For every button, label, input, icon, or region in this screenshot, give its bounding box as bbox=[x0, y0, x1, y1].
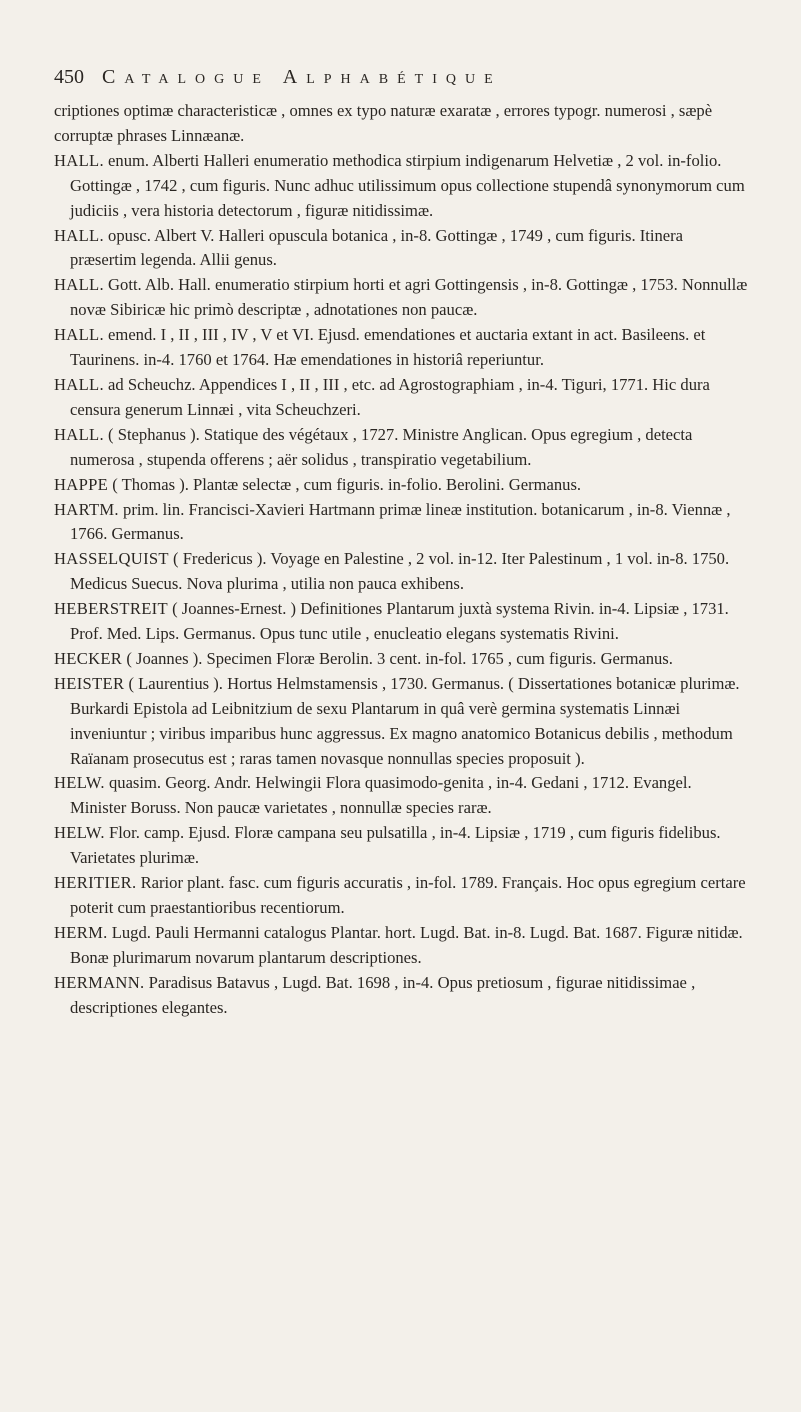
catalogue-entry bbox=[54, 647, 751, 672]
catalogue-entries bbox=[54, 99, 751, 1021]
entry-key: HEBERSTREIT bbox=[54, 599, 168, 619]
catalogue-entry bbox=[54, 224, 751, 274]
catalogue-entry bbox=[54, 423, 751, 473]
entry-key: HECKER bbox=[54, 648, 123, 668]
entry-text: quasim. Georg. Andr. Helwingii Flora quasimodo-genita , in-4. Gedani , 1712. Evangel. Minister Boruss. Non paucæ varietates , nonnullæ species raræ. bbox=[70, 773, 692, 818]
catalogue-entry bbox=[54, 498, 751, 548]
entry-key: HERITIER. bbox=[54, 873, 137, 893]
entry-key: HALL. bbox=[54, 424, 104, 444]
entry-key: HARTM. bbox=[54, 499, 119, 519]
entry-text: emend. I , II , III , IV , V et VI. Ejusd. emendationes et auctaria extant in act. Basileens. et Taurinens. in-4. 1760 et 1764. Hæ emendationes in historiâ reperiuntur. bbox=[70, 325, 706, 370]
entry-key: HASSELQUIST bbox=[54, 549, 169, 569]
catalogue-entry bbox=[54, 771, 751, 821]
entry-text: criptiones optimæ characteristicæ , omnes ex typo naturæ exaratæ , errores typogr. numerosi , sæpè corruptæ phrases Linnæanæ. bbox=[54, 101, 713, 145]
catalogue-entry bbox=[54, 672, 751, 772]
entry-key: HELW. bbox=[54, 773, 105, 793]
entry-text: Flor. camp. Ejusd. Floræ campana seu pulsatilla , in-4. Lipsiæ , 1719 , cum figuris fidelibus. Varietates plurimæ. bbox=[70, 823, 721, 868]
entry-key: HERM. bbox=[54, 922, 108, 942]
catalogue-entry bbox=[54, 273, 751, 323]
entry-text: prim. lin. Francisci-Xavieri Hartmann primæ lineæ institution. botanicarum , in-8. Viennæ , 1766. Germanus. bbox=[70, 499, 731, 544]
catalogue-entry bbox=[54, 99, 751, 149]
entry-key: HEISTER bbox=[54, 673, 125, 693]
entry-text: ad Scheuchz. Appendices I , II , III , etc. ad Agrostographiam , in-4. Tiguri, 1771. Hic dura censura generum Linnæi , vita Scheuchzeri. bbox=[70, 374, 710, 419]
entry-text: Rarior plant. fasc. cum figuris accuratis , in-fol. 1789. Français. Hoc opus egregium certare poterit cum praestantioribus recentiorum. bbox=[70, 873, 746, 917]
entry-key: HALL. bbox=[54, 374, 104, 394]
entry-text: ( Joannes ). Specimen Floræ Berolin. 3 cent. in-fol. 1765 , cum figuris. Germanus. bbox=[126, 648, 673, 668]
entry-key: HELW. bbox=[54, 823, 105, 843]
entry-key: HALL. bbox=[54, 225, 104, 245]
catalogue-entry bbox=[54, 373, 751, 423]
entry-key: HALL. bbox=[54, 325, 104, 345]
catalogue-entry bbox=[54, 547, 751, 597]
entry-text: enum. Alberti Halleri enumeratio methodica stirpium indigenarum Helvetiæ , 2 vol. in-folio. Gottingæ , 1742 , cum figuris. Nunc adhuc utilissimum opus collectione stupendâ synonymorum cum judiciis , vera historia detectorum , figuræ nitidissimæ. bbox=[70, 150, 745, 220]
entry-text: opusc. Albert V. Halleri opuscula botanica , in-8. Gottingæ , 1749 , cum figuris. Itinera præsertim legenda. Allii genus. bbox=[70, 225, 684, 270]
entry-text: Gott. Alb. Hall. enumeratio stirpium horti et agri Gottingensis , in-8. Gottingæ , 1753. Nonnullæ novæ Sibiricæ hic primò descriptæ , adnotationes non paucæ. bbox=[70, 275, 748, 320]
entry-key: HALL. bbox=[54, 150, 104, 170]
catalogue-entry bbox=[54, 871, 751, 921]
catalogue-entry bbox=[54, 473, 751, 498]
entry-text: ( Thomas ). Plantæ selectæ , cum figuris. in-folio. Berolini. Germanus. bbox=[112, 474, 582, 494]
entry-text: Lugd. Pauli Hermanni catalogus Plantar. hort. Lugd. Bat. in-8. Lugd. Bat. 1687. Figuræ nitidæ. Bonæ plurimarum novarum plantarum descriptiones. bbox=[70, 922, 743, 967]
page-number: 450 bbox=[54, 66, 84, 88]
catalogue-entry bbox=[54, 821, 751, 871]
running-title: Catalogue Alphabétique bbox=[102, 66, 502, 88]
catalogue-entry bbox=[54, 597, 751, 647]
entry-key: HAPPE bbox=[54, 474, 109, 494]
catalogue-entry bbox=[54, 921, 751, 971]
entry-key: HALL. bbox=[54, 275, 104, 295]
entry-text: Paradisus Batavus , Lugd. Bat. 1698 , in-4. Opus pretiosum , figurae nitidissimae , descriptiones elegantes. bbox=[70, 972, 696, 1017]
entry-text: ( Joannes-Ernest. ) Definitiones Plantarum juxtà systema Rivin. in-4. Lipsiæ , 1731. Prof. Med. Lips. Germanus. Opus tunc utile , enucleatio elegans systematis Rivini. bbox=[70, 599, 729, 644]
entry-text: ( Fredericus ). Voyage en Palestine , 2 vol. in-12. Iter Palestinum , 1 vol. in-8. 1750. Medicus Suecus. Nova plurima , utilia non pauca exhibens. bbox=[70, 549, 730, 594]
catalogue-entry bbox=[54, 323, 751, 373]
entry-text: ( Laurentius ). Hortus Helmstamensis , 1730. Germanus. ( Dissertationes botanicæ plurimæ. Burkardi Epistola ad Leibnitzium de sexu Plantarum in quâ verè germina systematis Linnæi inveniuntur ; viribus imparibus hunc aggressus. Ex magno anatomico Botanicus debilis , methodum Raïanam prosecutus est ; raras tamen novasque nonnullas species proposuit ). bbox=[70, 673, 740, 768]
entry-key: HERMANN. bbox=[54, 972, 145, 992]
catalogue-entry bbox=[54, 971, 751, 1021]
page-header bbox=[54, 66, 751, 89]
catalogue-entry bbox=[54, 149, 751, 224]
entry-text: ( Stephanus ). Statique des végétaux , 1727. Ministre Anglican. Opus egregium , detecta numerosa , stupenda offerens ; aër solidus , transpiratio vegetabilium. bbox=[70, 424, 693, 469]
